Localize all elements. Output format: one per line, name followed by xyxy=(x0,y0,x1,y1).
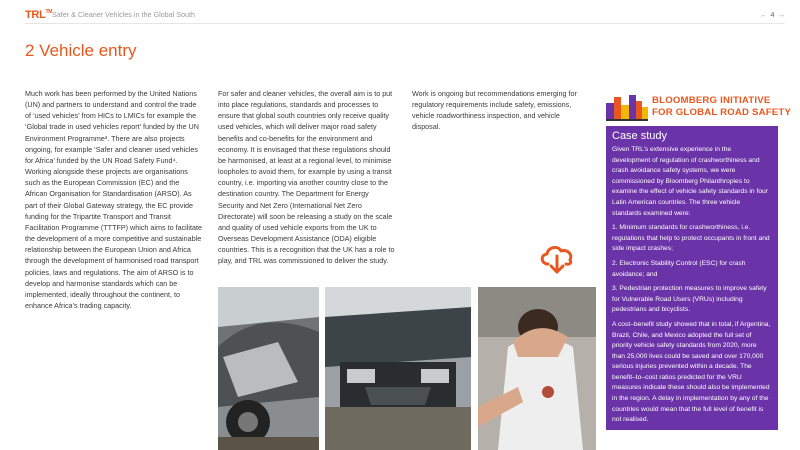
cloud-download-icon[interactable] xyxy=(538,243,576,275)
trl-logo: TRL™ xyxy=(25,9,53,21)
damaged-car-front-photo xyxy=(325,287,471,450)
header-divider xyxy=(25,23,785,24)
body-column-2: For safer and cleaner vehicles, the overall aim is to put into place regulations, standards and processes to ensure that global south countries only receive quality used vehicles, which will deliver major road safety benefits and co-benefits for the environment and economy. It is envisaged that these regulations should be harmonised, at least at a regional level, to minimise loopholes to avoid them, for example by using a transit country, i.e. importing via another country close to the destination country. The Department for Energy Security and Net Zero (International Net Zero Directorate) will soon be releasing a study on the scale and quality of used vehicle exports from the UK to Overseas Development Assistance (ODA) eligible countries. This is a recognition that the UK has a role to play, and TRL was commissioned to deliver the study. xyxy=(218,89,395,266)
injured-person-photo xyxy=(478,287,596,450)
section-title: 2 Vehicle entry xyxy=(25,41,137,60)
crashed-car-photo xyxy=(218,287,319,450)
case-study-box xyxy=(606,126,778,430)
case-study-paragraph: Given TRL’s extensive experience in the development of regulation of crashworthiness and crash avoidance safety systems, we were commissioned by Bloomberg Philanthropies to examine the effect of vehicle safety standards in four Latin American countries. The three vehicle standards examined were: xyxy=(612,146,769,217)
body-column-3: Work is ongoing but recommendations emerging for regulatory requirements include safety, emissions, vehicle roadworthiness inspection, and vehicle disposal. xyxy=(412,89,577,132)
running-title: Safer & Cleaner Vehicles in the Global South xyxy=(52,10,196,19)
body-column-1: Much work has been performed by the United Nations (UN) and partners to understand and control the trade of ‘used vehicles’ from HICs to LMICs for example the ‘Global trade in used vehicles report’ funded by the UN Environment Programme³. There are also projects ongoing, for example ‘Safer and cleaner used vehicles for Africa’ funded by the UN Road Safety Fund⁴. Working alongside these projects are organisations such as the European Commission (EC) and the African Organisation for Standardisation (ARSO). As part of their Global Gateway strategy, the EC provide funding for the Tripartite Transport and Transit Facilitation Programme (TTTFP) which aims to facilitate the development of a more competitive and sustainable relationship between the European Union and Africa through the development of harmonised road transport policies, laws and regulations. The aim of ARSO is to develop and harmonise standards which can be implemented, ideally throughout the continent, to enhance Africa’s trading capacity. xyxy=(25,89,202,310)
page-number: 4 xyxy=(770,10,775,19)
case-study-item-2: 2. Electronic Stability Control (ESC) for crash avoidance; and xyxy=(612,259,746,278)
page-navigation xyxy=(760,10,785,19)
sponsor-name-line-2: FOR GLOBAL ROAD SAFETY xyxy=(652,106,792,118)
page-header xyxy=(25,9,785,23)
case-study-item-1: 1. Minimum standards for crashworthiness, i.e. regulations that help to protect occupants in front and side impact crashes; xyxy=(612,224,770,253)
case-study-conclusion: A cost–benefit study showed that in total, if Argentina, Brazil, Chile, and Mexico adopted the full set of priority vehicle safety standards from 2020, more than 25,000 lives could be saved and over 170,000 serious injuries prevented within a decade. The benefit–to–cost ratios predicted for the VRU measures indicate these should also be implemented in the region. A delay in implementation by any of the countries would mean that the full level of benefit is not realised. xyxy=(612,320,771,424)
next-page-arrow-icon[interactable]: → xyxy=(777,10,785,19)
bloomberg-initiative-logo xyxy=(606,93,792,123)
case-study-item-3: 3. Pedestrian protection measures to improve safety for Vulnerable Road Users (VRUs) including pedestrians and bicyclists. xyxy=(612,285,767,314)
city-skyline-logo-icon xyxy=(606,93,648,121)
case-study-title: Case study xyxy=(612,130,668,142)
prev-page-arrow-icon[interactable]: ← xyxy=(759,10,768,19)
sponsor-name-line-1: BLOOMBERG INITIATIVE xyxy=(652,95,771,106)
